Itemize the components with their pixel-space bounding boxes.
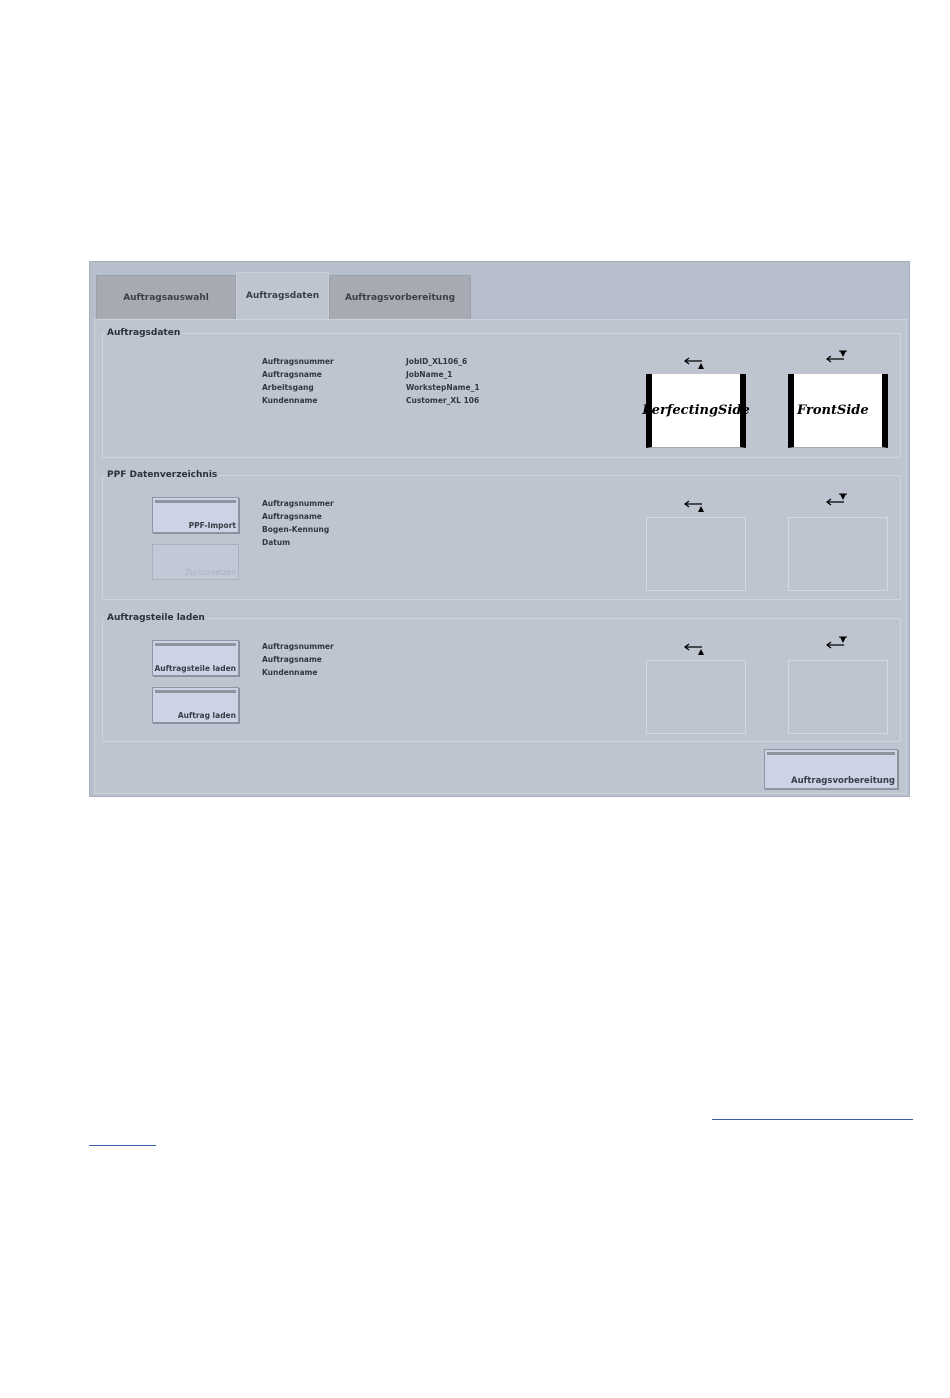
- label-job-name: Auftragsname: [262, 370, 322, 379]
- job-data-group: [102, 328, 901, 458]
- tab-label: Auftragsauswahl: [123, 292, 209, 303]
- back-side-icon: [682, 641, 710, 657]
- button-label: PPF-Import: [188, 521, 236, 530]
- group-title: PPF Datenverzeichnis: [107, 470, 218, 480]
- button-label: Auftrag laden: [177, 711, 236, 720]
- front-side-preview: [788, 374, 888, 448]
- value-workstep: WorkstepName_1: [406, 383, 480, 392]
- front-side-preview: [788, 660, 888, 734]
- front-side-icon: [824, 492, 852, 508]
- ppf-import-button[interactable]: [152, 497, 239, 533]
- label-customer: Kundenname: [262, 668, 318, 677]
- tab-auftragsauswahl[interactable]: [96, 275, 236, 319]
- front-side-icon: [824, 635, 852, 651]
- ppf-labels: [262, 497, 334, 549]
- group-title: Auftragsteile laden: [107, 613, 205, 623]
- tab-label: Auftragsdaten: [245, 291, 320, 301]
- button-label: Zurücksetzen: [185, 568, 236, 577]
- hyperlink-underline[interactable]: [712, 1119, 913, 1120]
- label-workstep: Arbeitsgang: [262, 383, 314, 392]
- value-customer: Customer_XL 106: [406, 396, 480, 405]
- label-customer: Kundenname: [262, 396, 318, 405]
- value-job-number: JobID_XL106_6: [406, 357, 468, 366]
- label-sheet-id: Bogen-Kennung: [262, 525, 330, 534]
- hyperlink-underline[interactable]: [89, 1145, 156, 1146]
- value-job-name: JobName_1: [406, 370, 453, 379]
- label-job-number: Auftragsnummer: [262, 499, 334, 508]
- group-title: Auftragsdaten: [107, 328, 181, 338]
- ppf-directory-group: [102, 470, 901, 600]
- button-label: Auftragsvorbereitung: [790, 776, 895, 786]
- reset-button[interactable]: [152, 544, 239, 580]
- perfecting-side-preview: [646, 517, 746, 591]
- label-date: Datum: [262, 538, 291, 547]
- job-data-values: [406, 355, 480, 407]
- load-labels: [262, 640, 334, 679]
- label-job-name: Auftragsname: [262, 655, 322, 664]
- load-job-parts-group: [102, 613, 901, 742]
- label-job-name: Auftragsname: [262, 512, 322, 521]
- label-job-number: Auftragsnummer: [262, 642, 334, 651]
- perfecting-side-preview: [646, 660, 746, 734]
- front-side-preview: [788, 517, 888, 591]
- label-job-number: Auftragsnummer: [262, 357, 334, 366]
- front-side-text: FrontSide: [797, 403, 869, 418]
- back-side-icon: [682, 355, 710, 371]
- button-label: Auftragsteile laden: [154, 664, 236, 673]
- front-side-icon: [824, 349, 852, 365]
- tab-panel: [94, 319, 907, 794]
- tab-auftragsdaten[interactable]: [236, 272, 329, 319]
- job-preparation-button[interactable]: [764, 749, 898, 789]
- back-side-icon: [682, 498, 710, 514]
- tab-label: Auftragsvorbereitung: [344, 292, 456, 303]
- load-job-parts-button[interactable]: [152, 640, 239, 676]
- job-data-window: [89, 261, 910, 797]
- perfecting-side-preview: [642, 374, 750, 448]
- load-job-button[interactable]: [152, 687, 239, 723]
- job-data-labels: [262, 355, 334, 407]
- tab-auftragsvorbereitung[interactable]: [329, 275, 471, 319]
- perfecting-side-text: PerfectingSide: [642, 403, 750, 418]
